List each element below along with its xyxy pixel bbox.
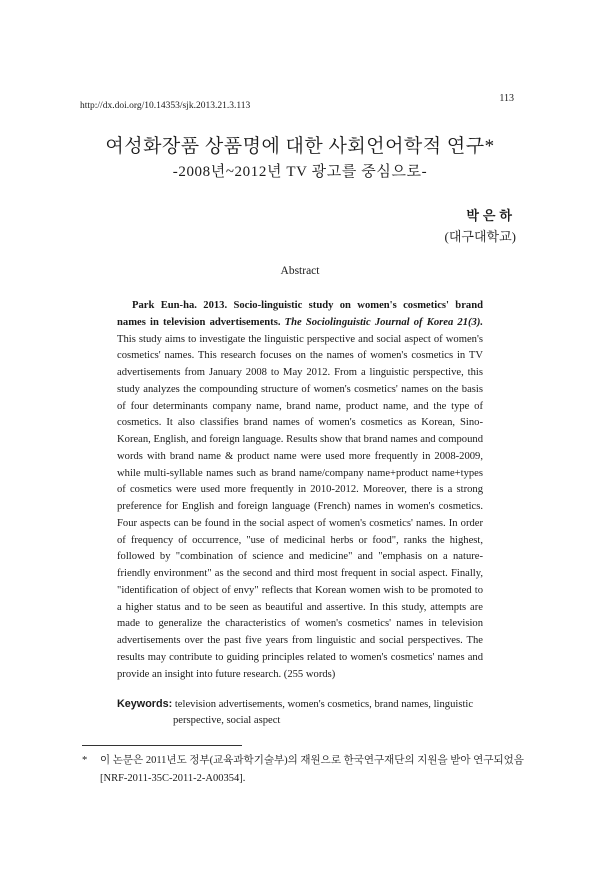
author-name: 박은하 [466, 208, 516, 223]
keywords [117, 696, 483, 729]
keywords-first-line: television advertisements, women's cosmetics, brand names, linguistic [174, 699, 474, 710]
abstract-heading: Abstract [280, 265, 320, 277]
author-affiliation: (대구대학교) [444, 229, 516, 244]
footnote [82, 752, 532, 788]
paper-subtitle: -2008년~2012년 TV 광고를 중심으로- [172, 164, 428, 180]
doi-link[interactable]: http://dx.doi.org/10.14353/sjk.2013.21.3.113 [80, 101, 251, 111]
footnote-text: 이 논문은 2011년도 정부(교육과학기술부)의 재원으로 한국연구재단의 지원을 받아 연구되었음[NRF-2011-35C-2011-2-A00354]. [100, 755, 524, 784]
journal-name: The Sociolinguistic Journal of Korea 21(3). [284, 316, 484, 328]
keywords-label: Keywords: [117, 698, 173, 710]
footnote-mark: * [82, 755, 88, 766]
footnote-divider [82, 745, 242, 746]
abstract-body [117, 298, 483, 683]
citation-lead: Park Eun-ha. 2013. Socio-linguistic study on women's cosmetics' brand names in television advertisements. [117, 300, 483, 328]
abstract-text: This study aims to investigate the linguistic perspective and social aspect of women's cosmetics' names. This research focuses on the names of women's cosmetics in TV advertisements from January 2008 to May 2012. From a linguistic perspective, this study analyzes the compounding structure of women's cosmetics' names on the basis of four determinants company name, brand name, product name, and the type of cosmetics. It also classifies brand names of women's cosmetics as Korean, Sino-Korean, English, and foreign language. Results show that brand names and compound words with brand name & product name were used more frequently in 2008-2009, while multi-syllable names such as brand name/company name+product name+types of cosmetics were used more frequently in 2010-2012. Moreover, there is a strong preference for English and foreign language (French) names in women's cosmetics. Four aspects can be found in the social aspect of women's cosmetics' names. In order of frequency of occurrence, "use of medicinal herbs or food", ranks the highest, followed by "combination of science and medicine" and "emphasis on a nature-friendly environment" as the second and third most frequent in social aspect. Finally, "identification of object of envy" reflects that Korean women wish to be promoted to a higher status and to be seen as beautiful and assertive. In this study, attempts are made to generalize the characteristics of women's cosmetics' names in television advertisements over the past five years from linguistic and social perspectives. The results may contribute to guiding principles related to women's cosmetics' names and provide an insight into future research. (255 words) [117, 333, 483, 680]
page-number: 113 [499, 93, 514, 104]
paper-title: 여성화장품 상품명에 대한 사회언어학적 연구* [105, 136, 495, 157]
keywords-second-line: perspective, social aspect [173, 715, 281, 726]
